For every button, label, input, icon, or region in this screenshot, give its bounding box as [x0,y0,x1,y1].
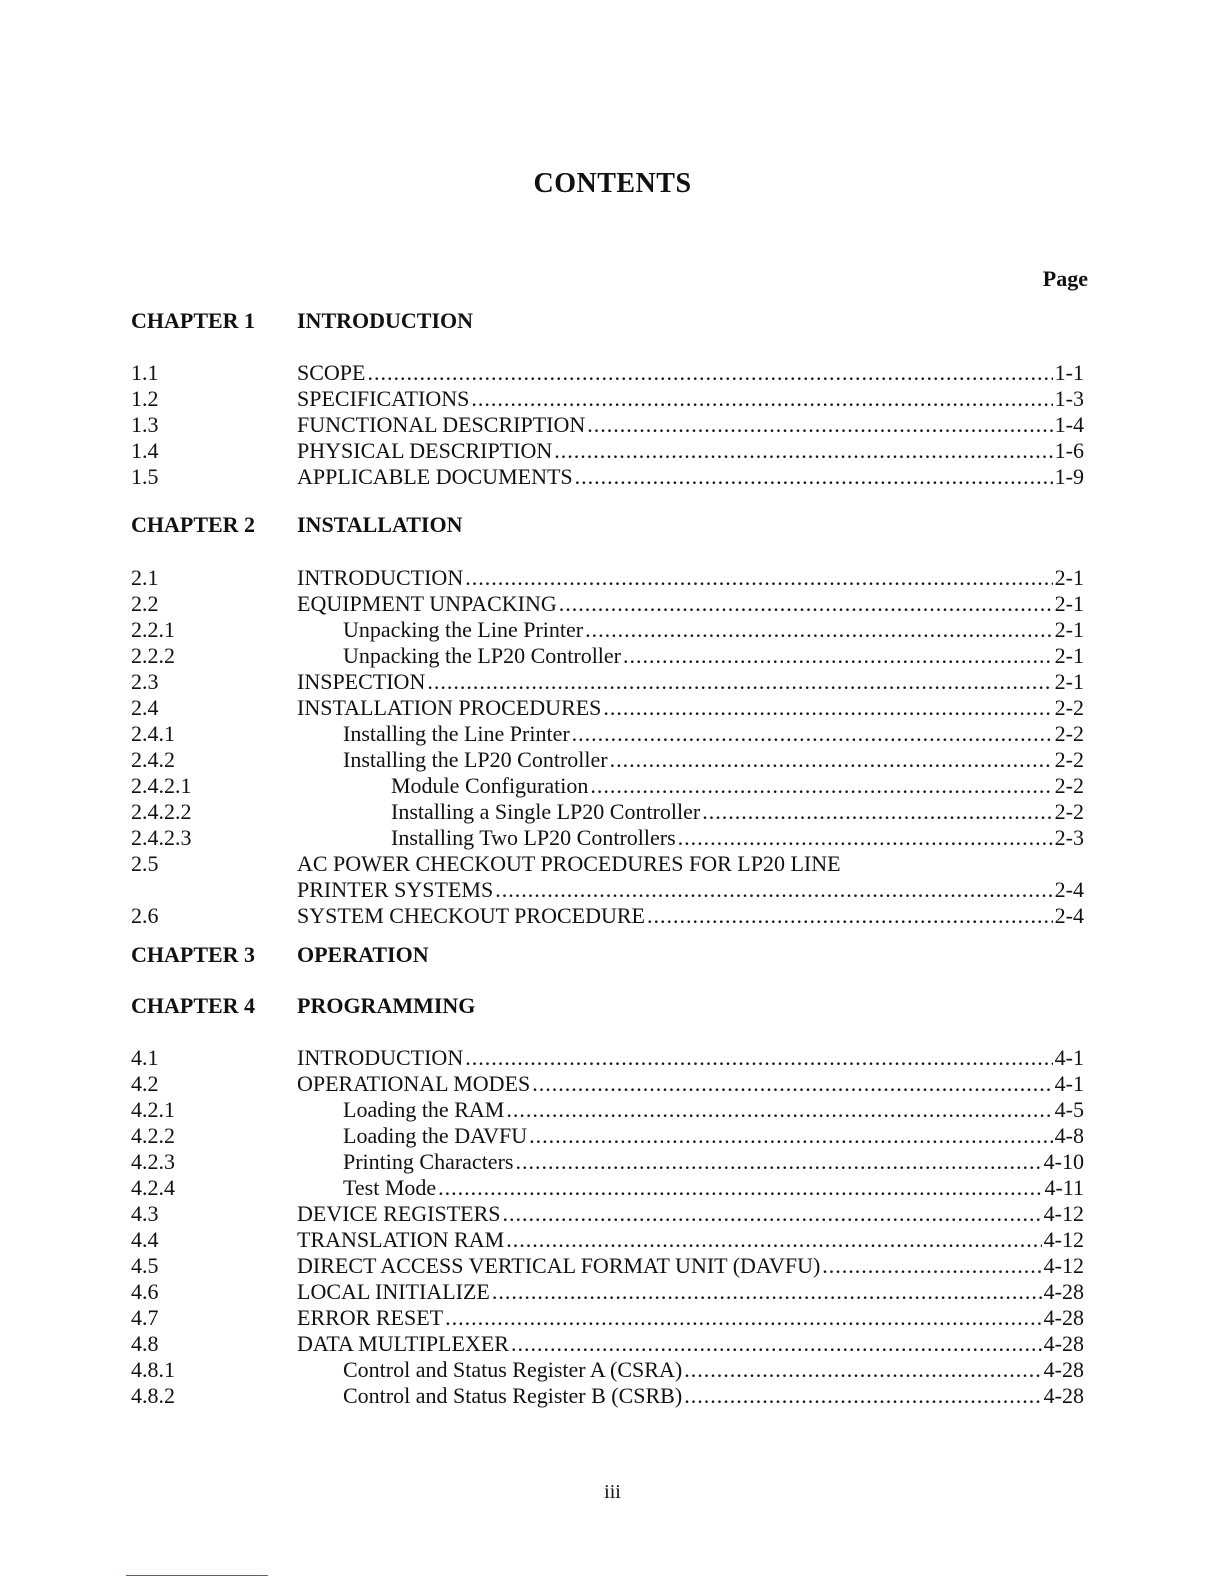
dot-leader [445,1305,1042,1331]
section-title: Test Mode [343,1175,437,1200]
section-title: Installing the Line Printer [343,721,570,746]
page-number: 2-4 [1054,877,1084,902]
chapter-heading [0,512,1225,542]
section-title: SYSTEM CHECKOUT PROCEDURE [297,903,645,928]
section-number: 4.2.1 [131,1097,175,1122]
page-number: 4-11 [1044,1175,1084,1200]
dot-leader [587,412,1052,438]
section-number: 1.1 [131,360,159,385]
section-number: 4.6 [131,1279,159,1304]
dot-leader [585,617,1053,643]
dot-leader [554,438,1052,464]
toc-entry[interactable] [0,721,1225,747]
toc-entry[interactable] [0,1123,1225,1149]
toc-entry[interactable] [0,617,1225,643]
toc-entry[interactable] [0,1045,1225,1071]
toc-entry[interactable] [0,1279,1225,1305]
page-number: 2-1 [1054,617,1084,642]
section-title: Control and Status Register A (CSRA) [343,1357,683,1382]
toc-entry[interactable] [0,903,1225,929]
dot-leader [506,1097,1052,1123]
page-number: 1-1 [1054,360,1084,385]
toc-entry[interactable] [0,1357,1225,1383]
section-number: 2.4 [131,695,159,720]
page-column-header: Page [1042,266,1088,291]
dot-leader [575,464,1053,490]
section-number: 4.2 [131,1071,159,1096]
dot-leader [822,1253,1041,1279]
section-number: 2.2.1 [131,617,175,642]
toc-entry[interactable] [0,1201,1225,1227]
dot-leader [495,877,1052,903]
section-number: 4.2.3 [131,1149,175,1174]
dot-leader [465,565,1052,591]
toc-entry[interactable] [0,1227,1225,1253]
section-title: LOCAL INITIALIZE [297,1279,490,1304]
toc-entry[interactable] [0,851,1225,877]
section-title: INSTALLATION PROCEDURES [297,695,602,720]
dot-leader [471,386,1052,412]
section-title: Loading the RAM [343,1097,505,1122]
page-number: 4-28 [1043,1279,1084,1304]
toc-entry[interactable] [0,1383,1225,1409]
section-title: TRANSLATION RAM [297,1227,505,1252]
page-number: 2-1 [1054,591,1084,616]
section-title: ERROR RESET [297,1305,444,1330]
toc-entry[interactable] [0,825,1225,851]
section-title: INSPECTION [297,669,426,694]
dot-leader [572,721,1053,747]
section-title: Installing the LP20 Controller [343,747,608,772]
page-number: 2-3 [1054,825,1084,850]
section-title: Control and Status Register B (CSRB) [343,1383,683,1408]
page-number: 4-28 [1043,1305,1084,1330]
toc-entry[interactable] [0,695,1225,721]
toc-entry[interactable] [0,1071,1225,1097]
dot-leader [506,1227,1041,1253]
section-number: 2.1 [131,565,159,590]
section-title: APPLICABLE DOCUMENTS [297,464,573,489]
page-number: 2-2 [1054,747,1084,772]
toc-entry[interactable] [0,643,1225,669]
toc-entry[interactable] [0,1175,1225,1201]
dot-leader [590,773,1052,799]
dot-leader [684,1383,1041,1409]
dot-leader [465,1045,1052,1071]
toc-entry[interactable] [0,799,1225,825]
dot-leader [492,1279,1042,1305]
section-title: DIRECT ACCESS VERTICAL FORMAT UNIT (DAVFU) [297,1253,821,1278]
page-number: 1-9 [1054,464,1084,489]
dot-leader [678,825,1053,851]
page-number: 4-12 [1043,1253,1084,1278]
page-number: 4-1 [1054,1045,1084,1070]
dot-leader [610,747,1053,773]
page-number: 2-2 [1054,799,1084,824]
chapter-title: INSTALLATION [297,512,463,537]
section-title: DATA MULTIPLEXER [297,1331,509,1356]
section-number: 4.8.2 [131,1383,175,1408]
section-number: 2.3 [131,669,159,694]
page-number: 4-1 [1054,1071,1084,1096]
chapter-label: CHAPTER 4 [131,993,256,1018]
page-number: 2-1 [1054,565,1084,590]
section-number: 2.4.2.2 [131,799,192,824]
page-footer-number: iii [604,1481,621,1503]
section-title: Loading the DAVFU [343,1123,528,1148]
section-number: 1.2 [131,386,159,411]
dot-leader [511,1331,1042,1357]
section-number: 4.3 [131,1201,159,1226]
dot-leader [532,1071,1052,1097]
section-number: 2.6 [131,903,159,928]
section-title: INTRODUCTION [297,1045,464,1070]
dot-leader [702,799,1052,825]
dot-leader [623,643,1053,669]
page-number: 2-4 [1054,903,1084,928]
page-number: 1-6 [1054,438,1084,463]
section-title: FUNCTIONAL DESCRIPTION [297,412,586,437]
page-number: 2-2 [1054,773,1084,798]
page-number: 2-2 [1054,695,1084,720]
section-title: Installing Two LP20 Controllers [391,825,676,850]
section-number: 2.5 [131,851,159,876]
dot-leader [529,1123,1053,1149]
chapter-title: OPERATION [297,942,429,967]
toc-entry[interactable] [0,591,1225,617]
toc-entry[interactable] [0,1305,1225,1331]
page-number: 4-28 [1043,1357,1084,1382]
section-title: Installing a Single LP20 Controller [391,799,701,824]
section-number: 4.8 [131,1331,159,1356]
toc-entry[interactable] [0,386,1225,412]
page-number: 4-28 [1043,1331,1084,1356]
section-number: 4.4 [131,1227,159,1252]
section-number: 1.4 [131,438,159,463]
dot-leader [367,360,1052,386]
toc-entry-continuation[interactable] [0,877,1225,903]
toc-entry[interactable] [0,1331,1225,1357]
page-number: 4-12 [1043,1201,1084,1226]
chapter-title: PROGRAMMING [297,993,476,1018]
page-number: 4-5 [1054,1097,1084,1122]
dot-leader [603,695,1052,721]
section-number: 2.4.2.3 [131,825,192,850]
section-number: 2.4.2.1 [131,773,192,798]
section-title: INTRODUCTION [297,565,464,590]
section-title: SCOPE [297,360,366,385]
chapter-label: CHAPTER 2 [131,512,256,537]
toc-entry[interactable] [0,565,1225,591]
scan-edge-line [126,1575,268,1576]
toc-entry[interactable] [0,1149,1225,1175]
chapter-heading [0,993,1225,1023]
section-title: Printing Characters [343,1149,514,1174]
dot-leader [684,1357,1041,1383]
section-number: 4.2.2 [131,1123,175,1148]
toc-entry[interactable] [0,360,1225,386]
chapter-label: CHAPTER 3 [131,942,256,967]
dot-leader [515,1149,1041,1175]
section-number: 2.2 [131,591,159,616]
dot-leader [438,1175,1042,1201]
section-number: 4.8.1 [131,1357,175,1382]
section-number: 4.7 [131,1305,159,1330]
dot-leader [647,903,1053,929]
section-title: Unpacking the Line Printer [343,617,584,642]
dot-leader [503,1201,1042,1227]
section-title: Module Configuration [391,773,589,798]
toc-entry[interactable] [0,464,1225,490]
toc-entry[interactable] [0,412,1225,438]
section-number: 1.5 [131,464,159,489]
section-title: EQUIPMENT UNPACKING [297,591,557,616]
page-title: CONTENTS [533,168,692,199]
page-number: 2-2 [1054,721,1084,746]
section-number: 1.3 [131,412,159,437]
section-title: PRINTER SYSTEMS [297,877,494,902]
toc-entry[interactable] [0,1097,1225,1123]
section-title: Unpacking the LP20 Controller [343,643,622,668]
page-number: 1-4 [1054,412,1084,437]
section-number: 2.4.2 [131,747,175,772]
section-title: PHYSICAL DESCRIPTION [297,438,553,463]
toc-entry[interactable] [0,438,1225,464]
chapter-title: INTRODUCTION [297,308,474,333]
section-title: OPERATIONAL MODES [297,1071,531,1096]
page-number: 2-1 [1054,643,1084,668]
section-title: SPECIFICATIONS [297,386,470,411]
dot-leader [427,669,1052,695]
page-number: 2-1 [1054,669,1084,694]
chapter-heading [0,308,1225,338]
dot-leader [559,591,1053,617]
toc-entry[interactable] [0,747,1225,773]
chapter-label: CHAPTER 1 [131,308,256,333]
page-number: 4-12 [1043,1227,1084,1252]
section-number: 4.5 [131,1253,159,1278]
section-number: 4.2.4 [131,1175,175,1200]
section-number: 2.4.1 [131,721,175,746]
toc-entry[interactable] [0,669,1225,695]
chapter-heading [0,942,1225,972]
page-number: 4-28 [1043,1383,1084,1408]
page-number: 1-3 [1054,386,1084,411]
page-number: 4-10 [1043,1149,1084,1174]
section-title-line1: AC POWER CHECKOUT PROCEDURES FOR LP20 LINE [297,851,841,876]
section-number: 2.2.2 [131,643,175,668]
page-number: 4-8 [1054,1123,1084,1148]
toc-entry[interactable] [0,1253,1225,1279]
section-title: DEVICE REGISTERS [297,1201,501,1226]
section-number: 4.1 [131,1045,159,1070]
toc-entry[interactable] [0,773,1225,799]
